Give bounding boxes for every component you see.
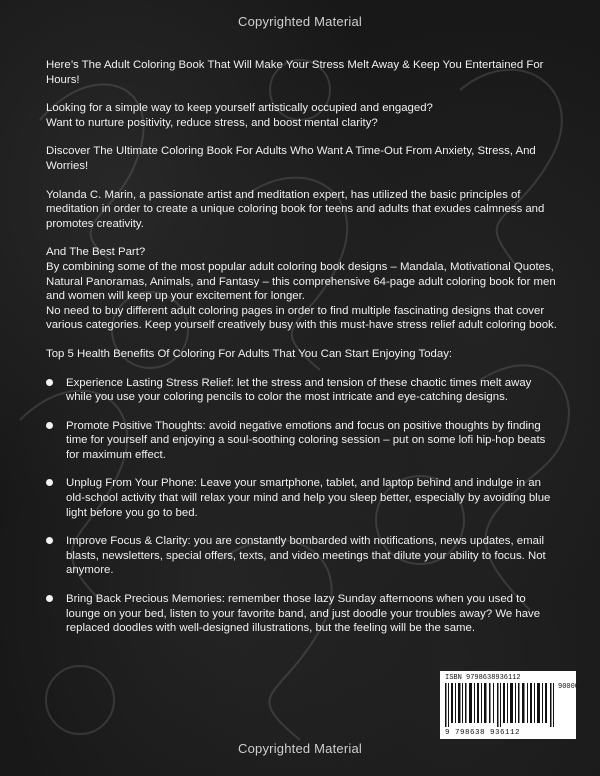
barcode-digits: 9 798638 936112 [445,729,521,737]
copyright-watermark-top: Copyrighted Material [238,14,362,29]
list-item [46,376,560,405]
bullet-icon [46,595,53,602]
copyright-watermark-bottom: Copyrighted Material [238,741,362,756]
question-2: Want to nurture positivity, reduce stress, and boost mental clarity? [46,116,378,129]
benefit-text: Experience Lasting Stress Relief: let the stress and tension of these chaotic times melt away while you use your coloring pencils to color the most intricate and eye-catching designs. [66,376,532,404]
list-item [46,534,560,578]
benefit-text: Unplug From Your Phone: Leave your smartphone, tablet, and laptop behind and indulge in an old-school activity that will relax your mind and help you sleep better, especially by avoiding blue light before you go to bed. [66,477,551,519]
headline: Here’s The Adult Coloring Book That Will Make Your Stress Melt Away & Keep You Entertained For Hours! [46,59,544,86]
isbn-label: ISBN 9798638936112 [445,674,521,682]
list-item [46,592,560,636]
designs-paragraph: By combining some of the most popular adult coloring book designs – Mandala, Motivational Quotes, Natural Panoramas, Animals, and Fantasy – this comprehensive 64-page adult coloring book for men and women will keep up your excitement for longer. [46,260,556,303]
best-part-heading: And The Best Part? [46,246,146,259]
list-item [46,476,560,520]
benefit-text: Bring Back Precious Memories: remember those lazy Sunday afternoons when you used to lounge on your bed, listen to your favorite band, and just doodle your troubles away? We have replaced doodles with well-designed illustrations, but the feeling will be the same. [66,593,541,635]
barcode-bars [445,683,555,727]
benefits-list [46,376,560,636]
categories-paragraph: No need to buy different adult coloring pages in order to find multiple fascinating designs that cover various categories. Keep yourself creatively busy with this must-have stress relief adult coloring book. [46,304,557,332]
bullet-icon [46,537,53,544]
isbn-barcode [440,671,580,739]
list-item [46,419,560,463]
question-1: Looking for a simple way to keep yourself artistically occupied and engaged? [46,102,433,115]
bullet-icon [46,479,53,486]
back-cover-description [46,58,560,650]
discover-heading: Discover The Ultimate Coloring Book For Adults Who Want A Time-Out From Anxiety, Stress, And Worries! [46,145,536,172]
benefit-text: Promote Positive Thoughts: avoid negative emotions and focus on positive thoughts by finding time for yourself and enjoying a soul-soothing coloring session – put on some lofi hip-hop beats for maximum effect. [66,419,546,461]
bullet-icon [46,422,53,429]
price-code: 90000 [558,683,580,691]
bullet-icon [46,379,53,386]
benefit-text: Improve Focus & Clarity: you are constantly bombarded with notifications, news updates, email blasts, newsletters, special offers, texts, and video meetings that dilute your ability to focus. Not anymore. [66,535,546,577]
author-paragraph: Yolanda C. Marin, a passionate artist and meditation expert, has utilized the basic principles of meditation in order to create a unique coloring book for teens and adults that exudes calmness and promotes creativity. [46,188,545,230]
benefits-heading: Top 5 Health Benefits Of Coloring For Adults That You Can Start Enjoying Today: [46,347,453,360]
